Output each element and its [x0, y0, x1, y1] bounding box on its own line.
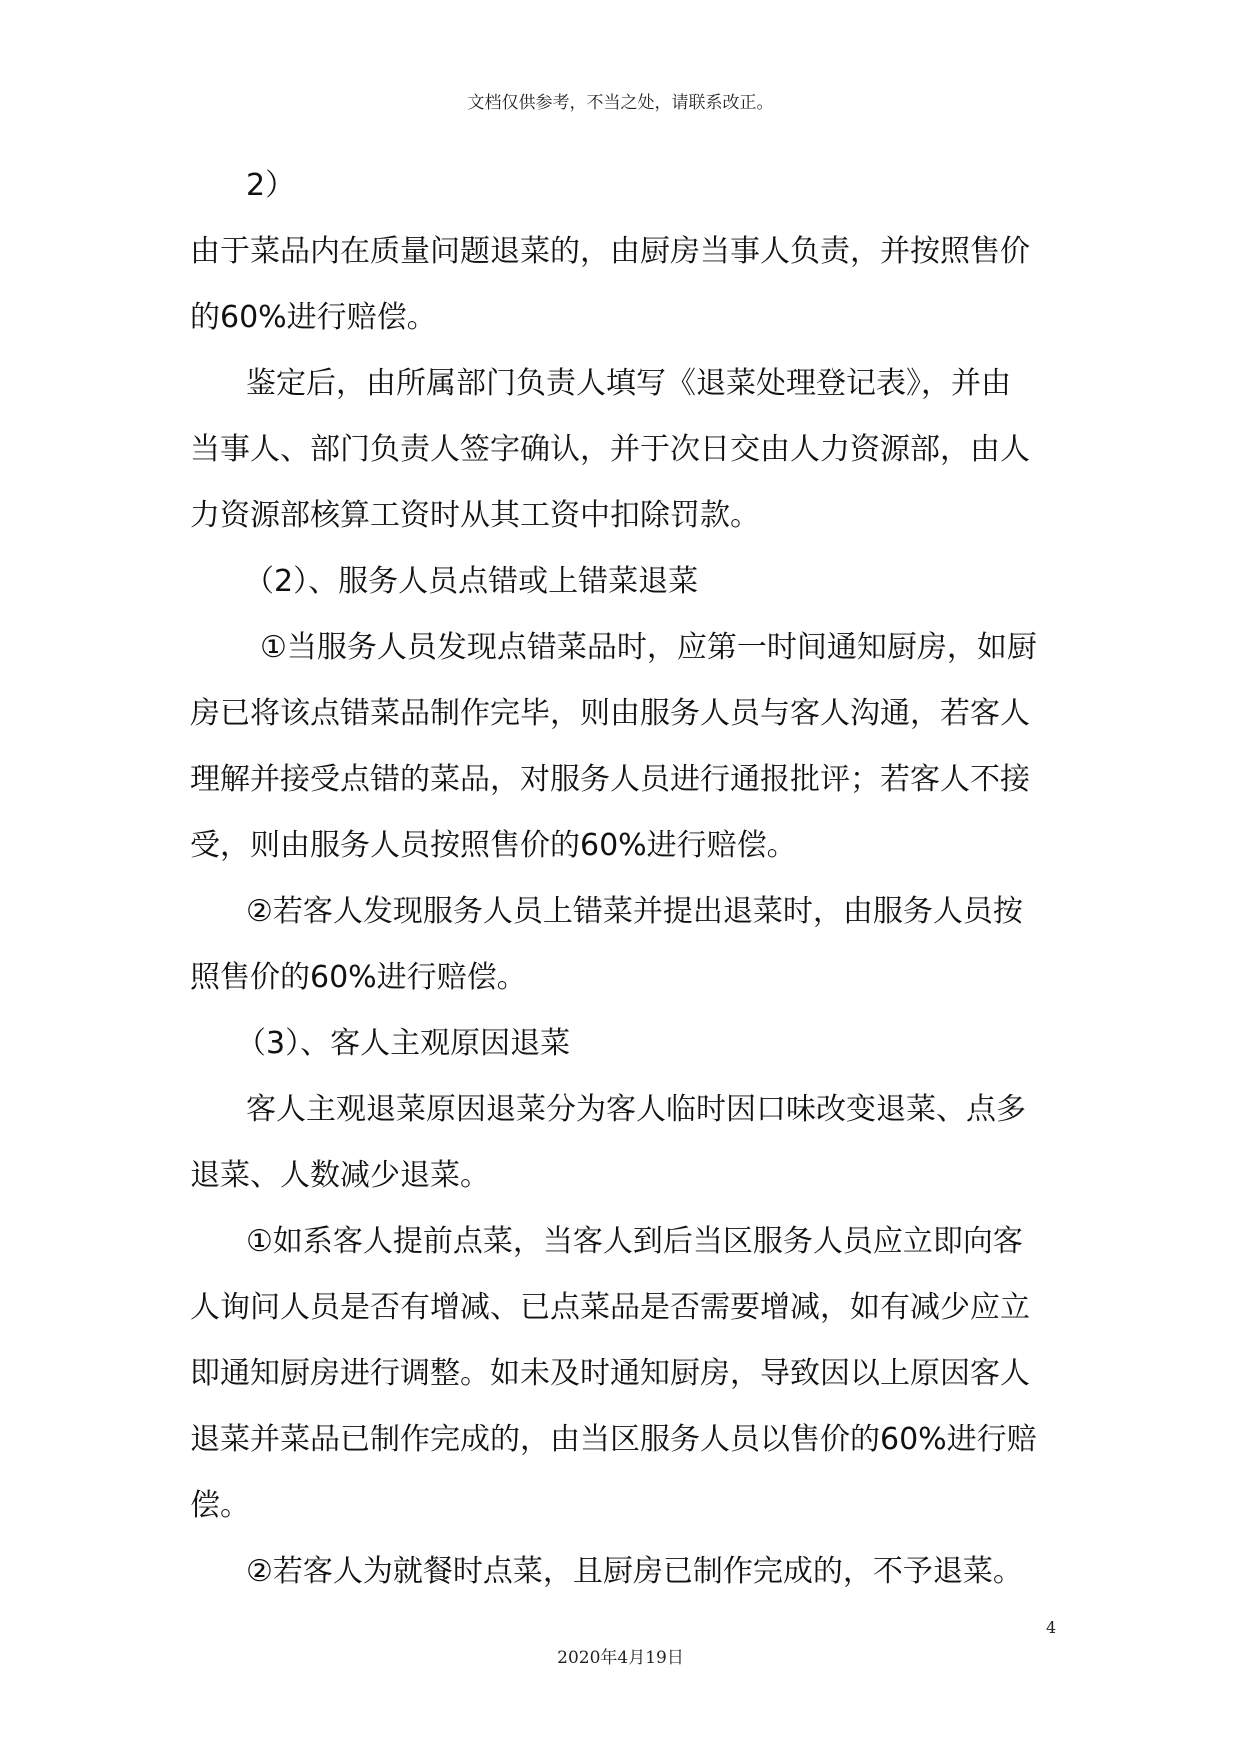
- paragraph-line: 理解并接受点错的菜品，对服务人员进行通报批评；若客人不接: [190, 762, 1030, 797]
- paragraph-line: ②若客人为就餐时点菜，且厨房已制作完成的，不予退菜。: [246, 1554, 1023, 1589]
- paragraph-line: 偿。: [190, 1488, 250, 1523]
- paragraph-line: 人询问人员是否有增减、已点菜品是否需要增减，如有减少应立: [190, 1290, 1030, 1325]
- paragraph-line: 退菜并菜品已制作完成的，由当区服务人员以售价的60%进行赔: [190, 1422, 1037, 1457]
- page-header-note: 文档仅供参考，不当之处，请联系改正。: [467, 93, 774, 113]
- paragraph-line: 由于菜品内在质量问题退菜的，由厨房当事人负责，并按照售价: [190, 234, 1030, 269]
- page-footer-date: 2020年4月19日: [557, 1648, 684, 1668]
- paragraph-line: 2）: [246, 168, 296, 203]
- paragraph-line: 房已将该点错菜品制作完毕，则由服务人员与客人沟通，若客人: [190, 696, 1030, 731]
- paragraph-line: ②若客人发现服务人员上错菜并提出退菜时，由服务人员按: [246, 894, 1023, 929]
- paragraph-line: 受，则由服务人员按照售价的60%进行赔偿。: [190, 828, 797, 863]
- paragraph-line: 客人主观退菜原因退菜分为客人临时因口味改变退菜、点多: [246, 1092, 1026, 1127]
- paragraph-line: 的60%进行赔偿。: [190, 300, 437, 335]
- section-heading: （3）、客人主观原因退菜: [236, 1026, 571, 1061]
- section-heading: （2）、服务人员点错或上错菜退菜: [244, 564, 699, 599]
- paragraph-line: 即通知厨房进行调整。如未及时通知厨房，导致因以上原因客人: [190, 1356, 1030, 1391]
- paragraph-line: 当事人、部门负责人签字确认，并于次日交由人力资源部，由人: [190, 432, 1030, 467]
- paragraph-line: 鉴定后，由所属部门负责人填写《退菜处理登记表》，并由: [246, 366, 1011, 401]
- paragraph-line: 照售价的60%进行赔偿。: [190, 960, 527, 995]
- paragraph-line: ①当服务人员发现点错菜品时，应第一时间通知厨房，如厨: [260, 630, 1037, 665]
- paragraph-line: 退菜、人数减少退菜。: [190, 1158, 490, 1193]
- paragraph-line: 力资源部核算工资时从其工资中扣除罚款。: [190, 498, 760, 533]
- page-number: 4: [1046, 1618, 1057, 1637]
- paragraph-line: ①如系客人提前点菜，当客人到后当区服务人员应立即向客: [246, 1224, 1023, 1259]
